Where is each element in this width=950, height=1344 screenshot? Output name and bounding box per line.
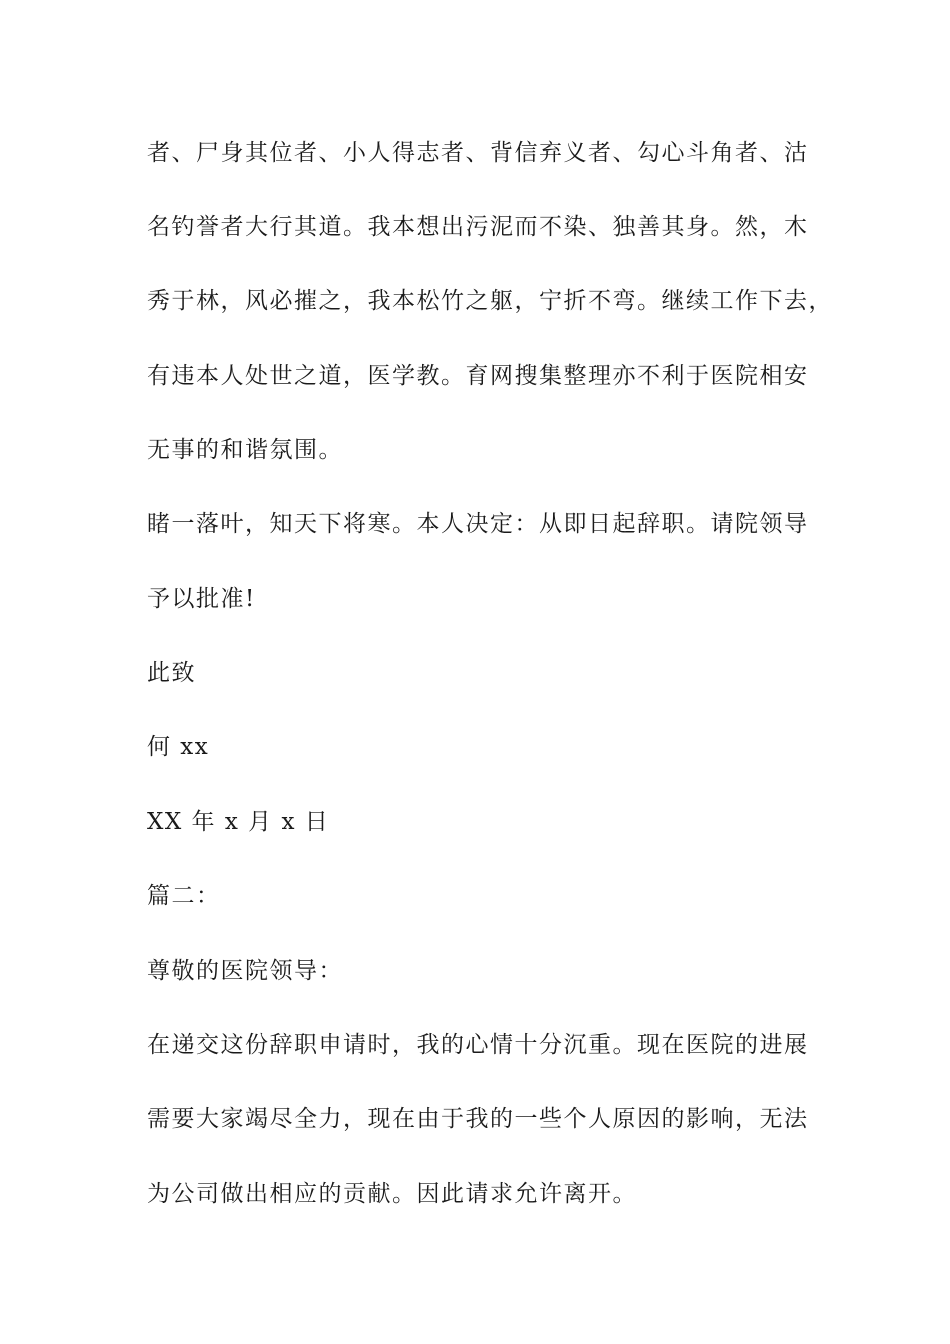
paragraph-line-4: 有违本人处世之道，医学教。育网搜集整理亦不利于医院相安: [147, 363, 809, 389]
greeting-line: 尊敬的医院领导：: [147, 958, 343, 984]
signature-name: 何 xx: [147, 734, 210, 760]
paragraph-line-8: 在递交这份辞职申请时，我的心情十分沉重。现在医院的进展: [147, 1032, 809, 1058]
paragraph-line-7: 予以批准!: [147, 586, 256, 612]
paragraph-line-3: 秀于林，风必摧之，我本松竹之躯，宁折不弯。继续工作下去，: [147, 288, 833, 314]
paragraph-line-10: 为公司做出相应的贡献。因此请求允许离开。: [147, 1181, 637, 1207]
paragraph-line-9: 需要大家竭尽全力，现在由于我的一些个人原因的影响，无法: [147, 1106, 809, 1132]
paragraph-line-6: 睹一落叶，知天下将寒。本人决定：从即日起辞职。请院领导: [147, 511, 809, 537]
paragraph-line-1: 者、尸身其位者、小人得志者、背信弃义者、勾心斗角者、沽: [147, 140, 809, 166]
paragraph-line-5: 无事的和谐氛围。: [147, 437, 343, 463]
signature-date: XX 年 x 月 x 日: [147, 809, 330, 835]
paragraph-line-2: 名钓誉者大行其道。我本想出污泥而不染、独善其身。然，木: [147, 214, 809, 240]
salutation-line: 此致: [147, 660, 196, 686]
section-heading: 篇二：: [147, 883, 221, 909]
